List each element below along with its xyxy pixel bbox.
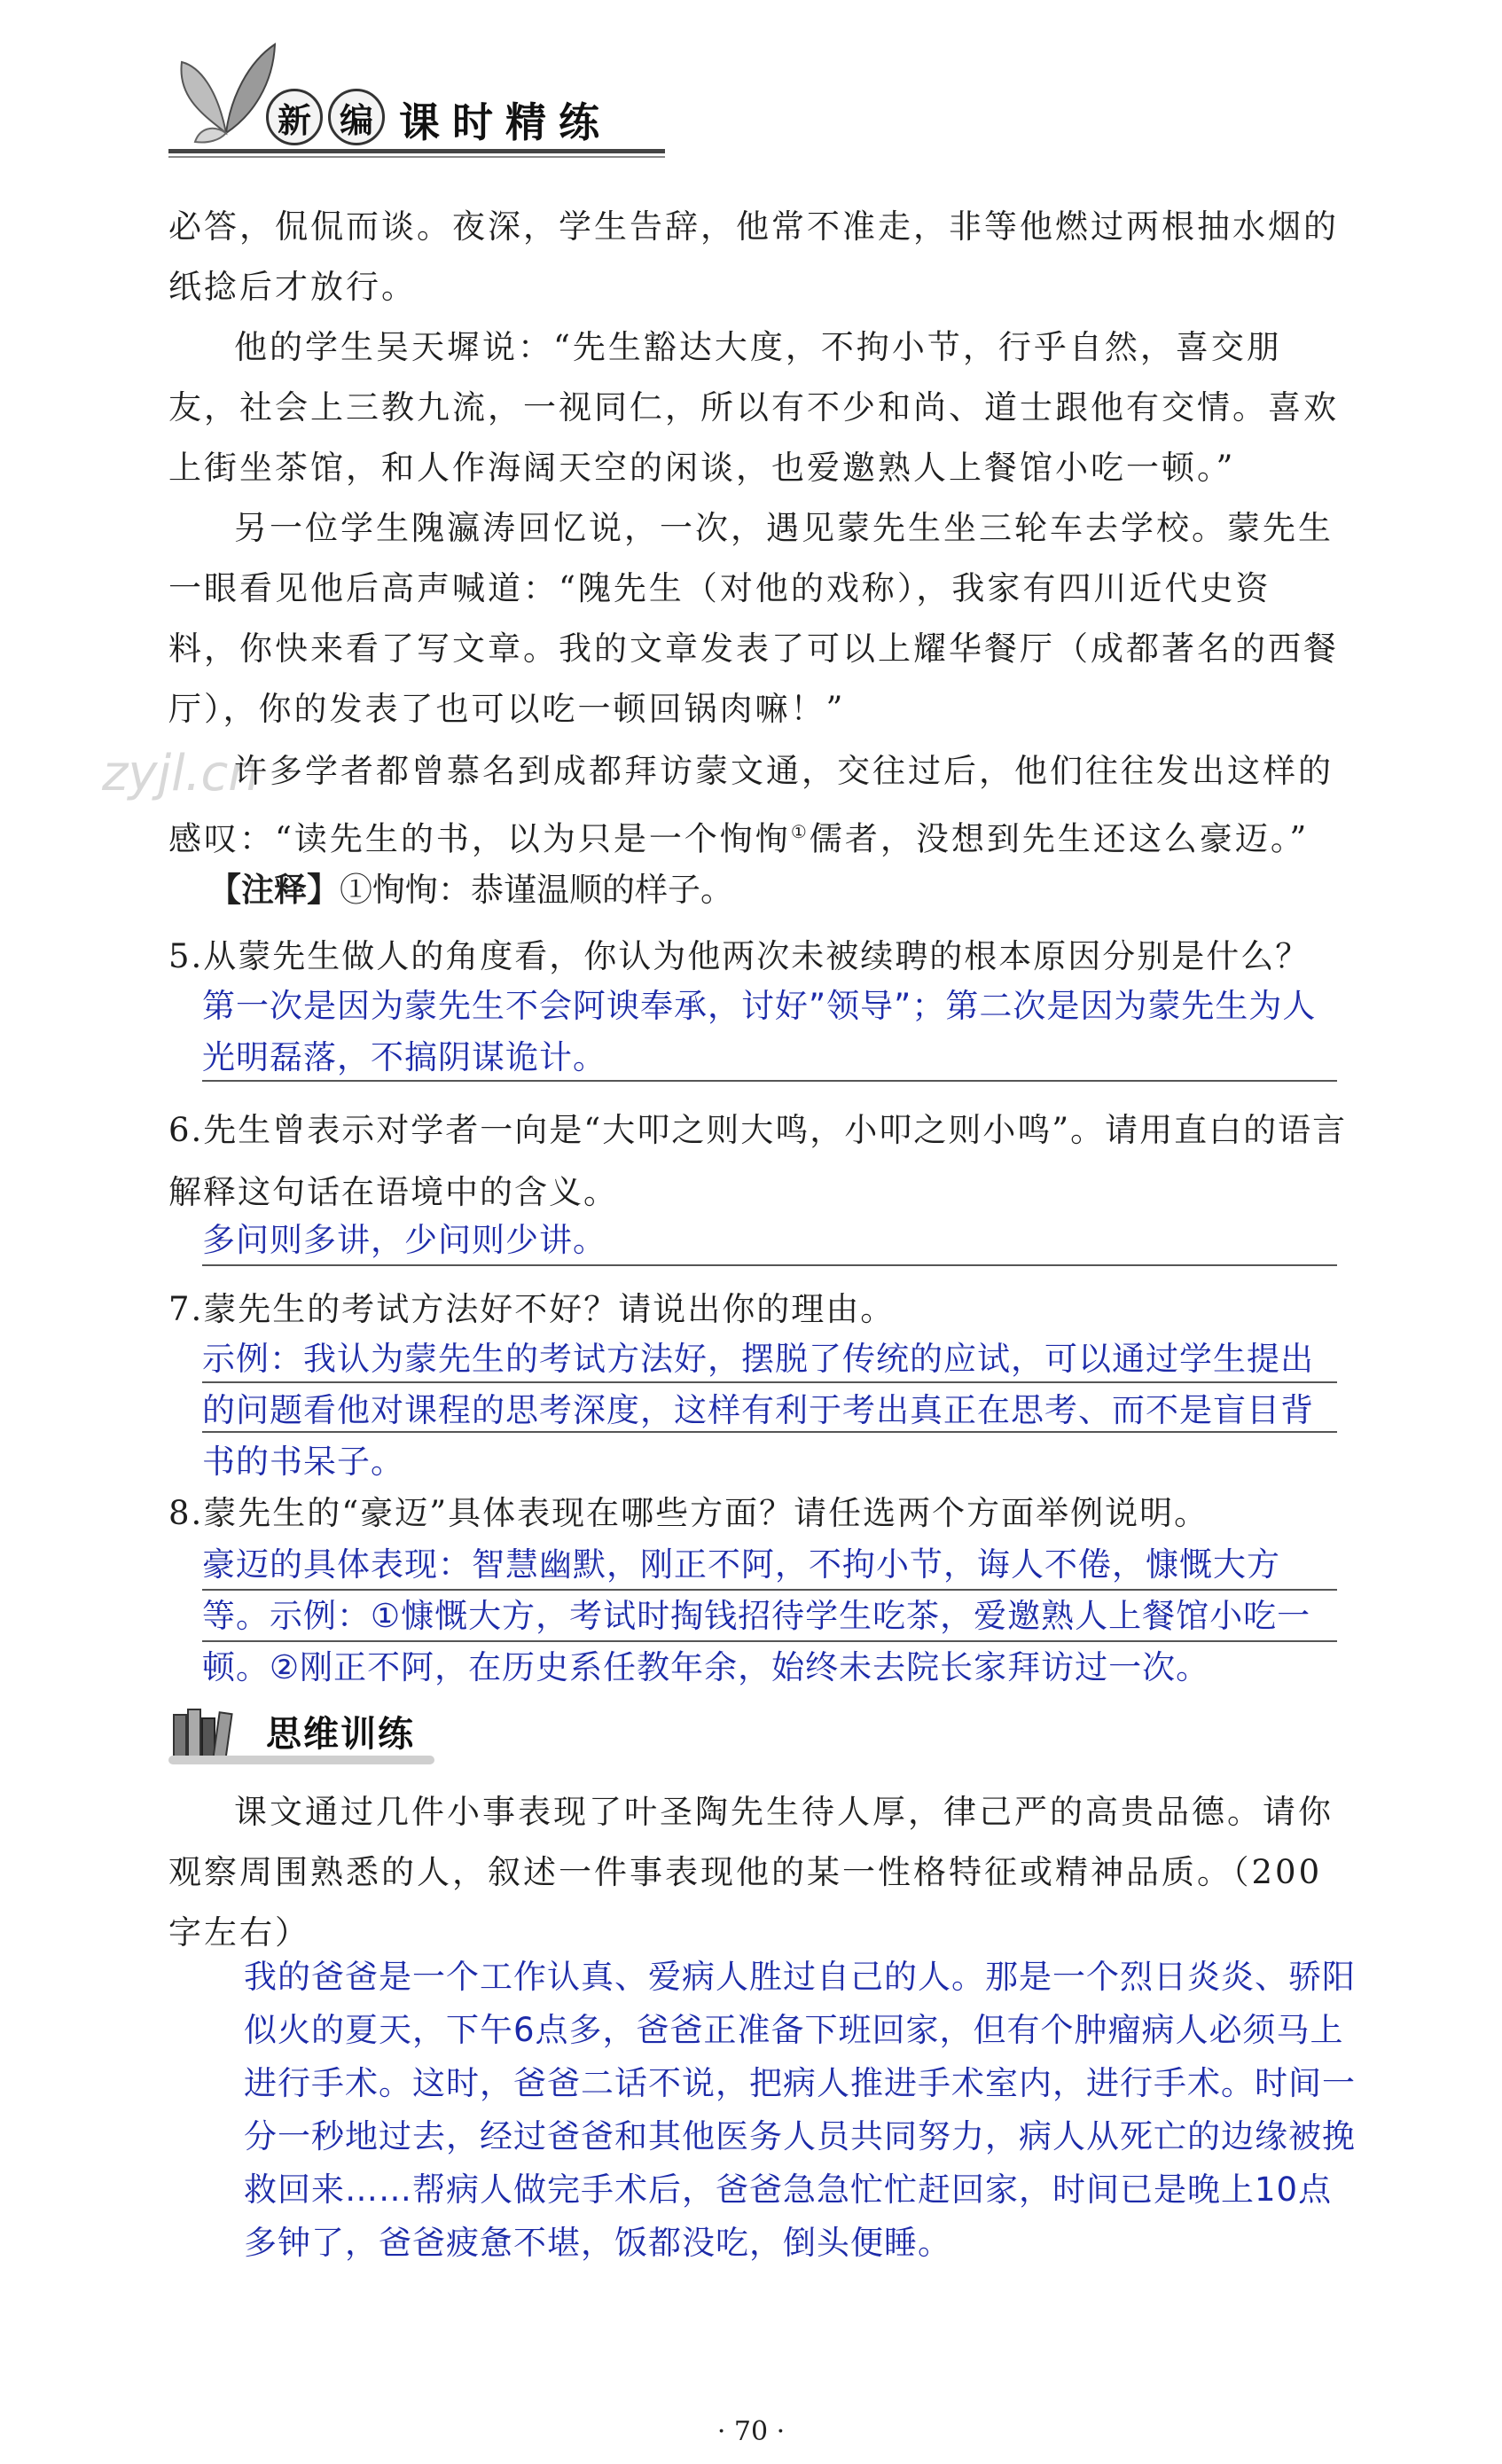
answer-6: 多问则多讲，少问则少讲。 bbox=[202, 1221, 606, 1259]
passage-paragraph: 他的学生吴天墀说：“先生豁达大度，不拘小节，行乎自然，喜交朋友，社会上三教九流，一视同仁，所以有不少和尚、道士跟他有交情。喜欢上街坐茶馆，和人作海阔天空的闲谈，也爱邀熟人上餐馆小吃一顿。” bbox=[168, 328, 1339, 487]
answer-line bbox=[202, 1080, 1337, 1082]
answer-line bbox=[202, 1640, 1337, 1642]
note-text: ①恂恂：恭谨温顺的样子。 bbox=[340, 871, 733, 909]
answer-line bbox=[202, 1431, 1337, 1433]
watermark: zyjl.cn bbox=[102, 745, 260, 802]
series-title: 课时精练 bbox=[399, 98, 612, 146]
question-7: 7.蒙先生的考试方法好不好？请说出你的理由。 bbox=[168, 1290, 896, 1328]
page-number: · 70 · bbox=[716, 2416, 786, 2447]
passage-paragraph: 另一位学生隗瀛涛回忆说，一次，遇见蒙先生坐三轮车去学校。蒙先生一眼看见他后高声喊道：“隗先生（对他的戏称），我家有四川近代史资料，你快来看了写文章。我的文章发表了可以上耀华餐厅（成都著名的西餐厅），你的发表了也可以吃一顿回锅肉嘛！” bbox=[168, 509, 1339, 728]
series-badge-edit: 编 bbox=[328, 89, 385, 145]
question-8: 8.蒙先生的“豪迈”具体表现在哪些方面？请任选两个方面举例说明。 bbox=[168, 1494, 1209, 1532]
section-title: 思维训练 bbox=[266, 1714, 415, 1755]
note-label: 【注释】 bbox=[208, 871, 340, 909]
footnote-marker: ① bbox=[790, 821, 810, 842]
answer-line bbox=[202, 1381, 1337, 1383]
header-divider bbox=[168, 149, 665, 153]
annotation-note bbox=[208, 864, 733, 917]
answer-line bbox=[202, 1264, 1337, 1266]
answer-8: 豪迈的具体表现：智慧幽默，刚正不阿，不拘小节，诲人不倦，慷慨大方等。示例：①慷慨大方，考试时掏钱招待学生吃茶，爱邀熟人上餐馆小吃一顿。②刚正不阿，在历史系任教年余，始终未去院长家拜访过一次。 bbox=[202, 1545, 1311, 1686]
section-underline bbox=[168, 1756, 434, 1764]
header-divider-thin bbox=[168, 156, 665, 158]
question-6: 6.先生曾表示对学者一向是“大叩之则大鸣，小叩之则小鸣”。请用直白的语言解释这句话在语境中的含义。 bbox=[168, 1111, 1348, 1211]
section-header bbox=[168, 1702, 461, 1764]
passage-paragraph: 必答，侃侃而谈。夜深，学生告辞，他常不准走，非等他燃过两根抽水烟的纸捻后才放行。 bbox=[168, 207, 1339, 306]
page-header bbox=[168, 35, 1365, 151]
answer-5: 第一次是因为蒙先生不会阿谀奉承，讨好”领导”；第二次是因为蒙先生为人光明磊落，不搞阴谋诡计。 bbox=[202, 987, 1317, 1076]
question-5: 5.从蒙先生做人的角度看，你认为他两次未被续聘的根本原因分别是什么？ bbox=[168, 937, 1310, 975]
series-badge-new: 新 bbox=[266, 89, 323, 145]
passage-paragraph: 许多学者都曾慕名到成都拜访蒙文通，交往过后，他们往往发出这样的感叹：“读先生的书，以为只是一个恂恂①儒者，没想到先生还这么豪迈。” bbox=[168, 752, 1334, 858]
butterfly-icon bbox=[168, 35, 284, 151]
essay-answer: 我的爸爸是一个工作认真、爱病人胜过自己的人。那是一个烈日炎炎、骄阳似火的夏天，下午6点多，爸爸正准备下班回家，但有个肿瘤病人必须马上进行手术。这时，爸爸二话不说，把病人推进手术室内，进行手术。时间一分一秒地过去，经过爸爸和其他医务人员共同努力，病人从死亡的边缘被挽救回来……帮病人做完手术后，爸爸急急忙忙赶回家，时间已是晚上10点多钟了，爸爸疲惫不堪，饭都没吃，倒头便睡。 bbox=[244, 1958, 1356, 2262]
answer-line bbox=[202, 1589, 1337, 1591]
writing-prompt: 课文通过几件小事表现了叶圣陶先生待人厚，律己严的高贵品德。请你观察周围熟悉的人，叙述一件事表现他的某一性格特征或精神品质。（200字左右） bbox=[168, 1793, 1334, 1952]
answer-7: 示例：我认为蒙先生的考试方法好，摆脱了传统的应试，可以通过学生提出的问题看他对课程的思考深度，这样有利于考出真正在思考、而不是盲目背书的书呆子。 bbox=[202, 1340, 1314, 1481]
